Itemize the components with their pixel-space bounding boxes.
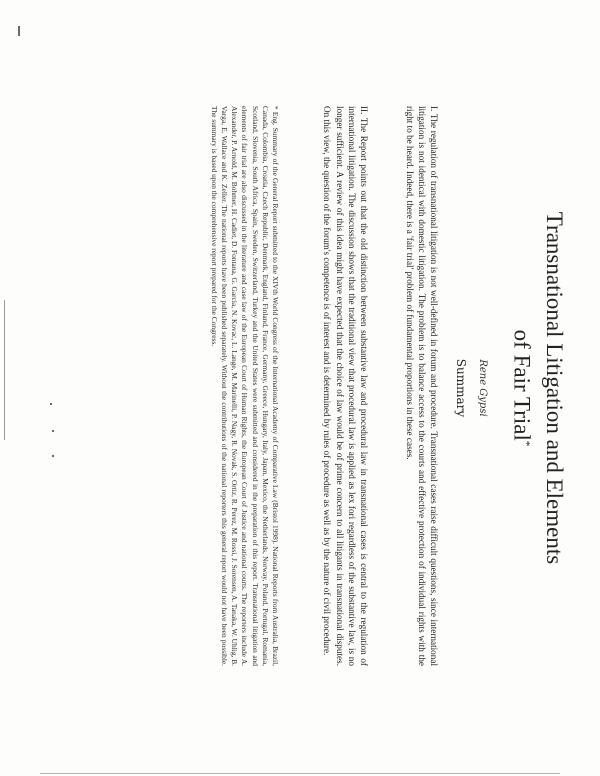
scan-edge-line bbox=[4, 300, 5, 440]
scan-edge-line bbox=[40, 773, 560, 774]
paper-title-line-2 bbox=[507, 8, 540, 768]
section-heading: Summary bbox=[454, 358, 468, 418]
author-name: Rene Gypsi bbox=[477, 359, 488, 417]
rotated-document-body bbox=[20, 8, 580, 768]
paper-title-line-2-text: of Fair Trial bbox=[509, 329, 535, 441]
summary-paragraph-1: I. The regulation of transnational litigation is not well-defined in forum and procedure. Transnational cases raise difficult questions, since international litigation is not identical with domestic litigation. The problem is to balance access to the courts and effective protection of individual rights with the right to be heard. Indeed, there is a 'fair trial' problem of fundamental proportions in these cases. bbox=[404, 106, 439, 666]
paper-title-line-1: Transnational Litigation and Elements bbox=[542, 211, 567, 565]
summary-paragraph-2: II. The Report points out that the old distinction between substantive law and procedural law in transnational cases is central to the regulation of international litigation. The discussion shows that the traditional view that procedural law is applied as lex fori regardless of the substantive law, is no longer sufficient. A review of this idea might have expected that the choice of law would be of prime concern to all litigants in transnational disputes. On this view, the question of the forum's competence is of interest and is determined by rules of procedure as well as by the nature of civil procedure. bbox=[322, 106, 369, 666]
paper-title bbox=[507, 8, 568, 768]
footnote: * Eng. Summary of the General Report submitted to the XIVth World Congress of the International Academy of Comparative Law (Bristol 1998). National Reports from Australia, Brazil, Canada, Colombia, Croatia, Czech Republic, Denmark, England, Finland, France, Germany, Greece, Hungary, Italy, Japan, Mexico, the Netherlands, Norway, Poland, Portugal, Romania, Scotland, Slovenia, South Africa, Spain, Sweden, Switzerland, Turkey and the United States were submitted and considered in the preparation of this report. Transnational litigation and elements of fair trial are also discussed in the literature and case law of the European Court of Human Rights, the European Court of Justice and national courts. The reporters include A. Alexander, P. Arnold, M. Bohmer, H. Cadiet, D. Fontana, G. Garcia, N. Kovac, L. Lange, M. Marinelli, P. Nagy, R. Novak, S. Ortiz, R. Perez, M. Rossi, J. Sorensen, A. Tanaka, W. Uhlig, B. Varga, E. Wallace and K. Zeller. The national reports have been published separately. Without the contributions of the national reporters this general report would not have been possible. The summary is based upon the comprehensive report prepared for the Congress. bbox=[209, 106, 280, 666]
title-footnote-mark: * bbox=[520, 440, 532, 447]
